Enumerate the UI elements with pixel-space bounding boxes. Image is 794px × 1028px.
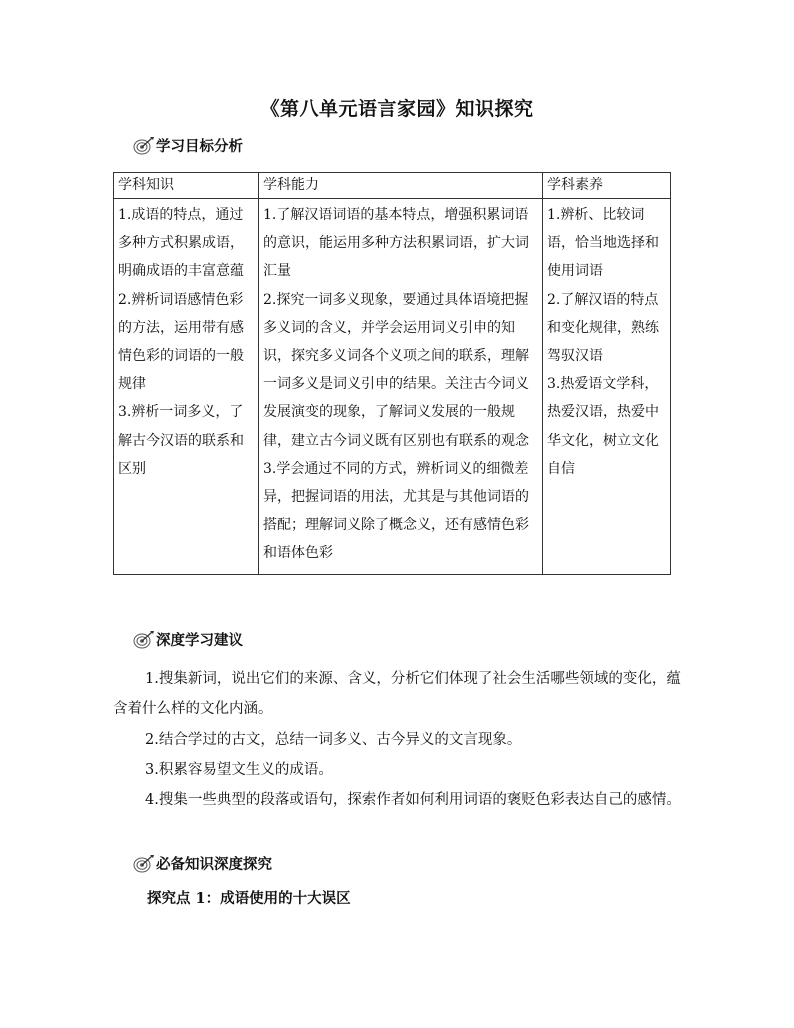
table-header-row — [114, 173, 671, 199]
suggestion-item: 4.搜集一些典型的段落或语句，探索作者如何利用词语的褒贬色彩表达自己的感情。 — [145, 792, 681, 808]
list-item: 3.辨析一词多义，了解古今汉语的联系和区别 — [118, 404, 244, 477]
list-item: 2.探究一词多义现象，要通过具体语境把握多义词的含义，并学会运用词义引申的知识，探究多义词各个义项之间的联系，理解一词多义是词义引申的结果。关注古今词义发展演变的现象，了解词义发展的一般规律，建立古今词义既有区别也有联系的观念 — [263, 291, 529, 449]
target-icon — [133, 854, 155, 874]
literacy-cell — [543, 199, 671, 575]
suggestion-item: 3.积累容易望文生义的成语。 — [145, 762, 333, 778]
list-item: 3.学会通过不同的方式，辨析词义的细微差异，把握词语的用法，尤其是与其他词语的搭配；理解词义除了概念义，还有感情色彩和语体色彩 — [263, 460, 529, 562]
section-title: 学习目标分析 — [156, 138, 243, 155]
knowledge-cell — [114, 199, 259, 575]
target-icon — [133, 136, 155, 156]
list-item: 2.辨析词语感情色彩的方法，运用带有感情色彩的词语的一般规律 — [118, 291, 244, 393]
objectives-table — [113, 172, 671, 575]
header-ability: 学科能力 — [259, 173, 543, 199]
list-item: 2.了解汉语的特点和变化规律，熟练驾驭汉语 — [547, 291, 659, 365]
section-title: 深度学习建议 — [156, 632, 243, 649]
section-knowledge — [133, 852, 272, 874]
section-title: 必备知识深度探究 — [156, 856, 272, 873]
header-knowledge: 学科知识 — [114, 173, 259, 199]
header-literacy: 学科素养 — [543, 173, 671, 199]
section-suggestions — [133, 628, 243, 650]
target-icon — [133, 630, 155, 650]
suggestion-item: 1.搜集新词，说出它们的来源、含义，分析它们体现了社会生活哪些领域的变化，蕴含着什么样的文化内涵。 — [113, 671, 681, 717]
list-item: 3.热爱语文学科，热爱汉语，热爱中华文化，树立文化自信 — [547, 376, 659, 477]
section-objectives — [133, 134, 243, 156]
suggestion-item: 2.结合学过的古文，总结一词多义、古今异义的文言现象。 — [145, 732, 522, 748]
list-item: 1.了解汉语词语的基本特点，增强积累词语的意识，能运用多种方法积累词语，扩大词汇量 — [263, 207, 529, 280]
page-title: 《第八单元语言家园》知识探究 — [260, 98, 534, 120]
explore-point-heading: 探究点 1：成语使用的十大误区 — [147, 890, 351, 907]
ability-cell — [259, 199, 543, 575]
table-row — [114, 199, 671, 575]
list-item: 1.辨析、比较词语，恰当地选择和使用词语 — [547, 207, 659, 280]
list-item: 1.成语的特点，通过多种方式积累成语，明确成语的丰富意蕴 — [118, 207, 244, 280]
